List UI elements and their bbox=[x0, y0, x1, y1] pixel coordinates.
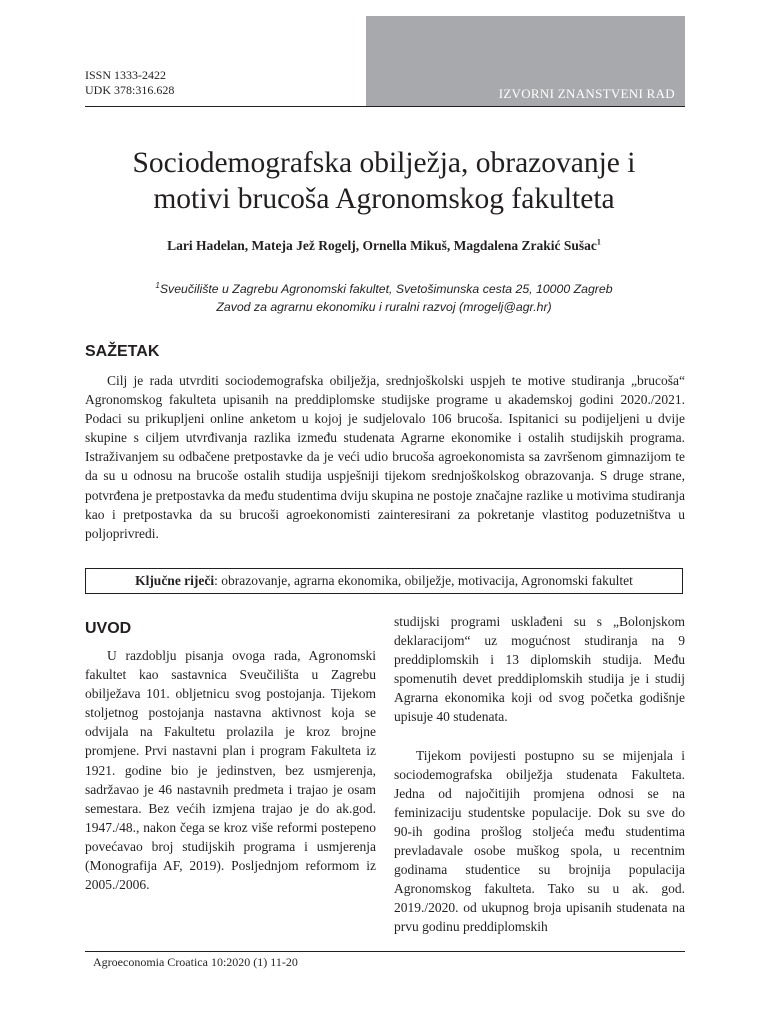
left-column bbox=[85, 620, 376, 894]
journal-identifiers bbox=[85, 68, 174, 98]
title-line-2: motivi brucoša Agronomskog fakulteta bbox=[153, 183, 615, 215]
keywords-label: Ključne riječi bbox=[135, 573, 215, 588]
affiliation-institution: Sveučilište u Zagrebu Agronomski fakultet, Svetošimunska cesta 25, 10000 Zagreb bbox=[159, 282, 613, 296]
affiliation-marker: 1 bbox=[155, 280, 160, 290]
intro-paragraph-1-continued: studijski programi usklađeni su s „Bolonjskom deklaracijom“ uz mogućnost studiranja na 9 preddiplomskih i 13 diplomskih studija. Među spomenutih devet preddiplomskih studija je i studij Agrarna ekonomika koji od svog početka godišnje upisuje 40 studenata. bbox=[394, 614, 685, 725]
article-category: IZVORNI ZNANSTVENI RAD bbox=[498, 86, 675, 101]
intro-paragraph-2: Tijekom povijesti postupno su se mijenjala i sociodemografska obilježja studenata Fakulteta. Jedna od najočitijih promjena odnosi se na feminizaciju studentske populacije. Dok su sve do 90-ih godina prošlog stoljeća među studentima prevladavale osobe muškog spola, u recentnim godinama studentice su brojnija populacija Agronomskog fakulteta. Tako su u ak. god. 2019./2020. od ukupnog broja upisanih studenata na prvu godinu preddiplomskih bbox=[394, 747, 685, 935]
category-banner bbox=[366, 16, 685, 106]
issn: ISSN 1333-2422 bbox=[85, 68, 167, 82]
author-names: Lari Hadelan, Mateja Jež Rogelj, Ornella Mikuš, Magdalena Zrakić Sušac bbox=[167, 238, 597, 253]
udk: UDK 378:316.628 bbox=[85, 83, 175, 97]
right-column bbox=[394, 612, 685, 937]
author-affiliation-marker: 1 bbox=[596, 237, 601, 247]
keywords-box bbox=[85, 568, 683, 594]
intro-paragraph-1: U razdoblju pisanja ovoga rada, Agronomski fakultet kao sastavnica Sveučilišta u Zagrebu obilježava 101. obljetnicu svog postojanja. Tijekom stoljetnog postojanja nastavna aktivnost koja se odvijala na Fakultetu prolazila je kroz brojne promjene. Prvi nastavni plan i program Fakulteta iz 1921. godine bio je jedinstven, bez usmjerenja, sadržavao je 46 nastavnih predmeta i trajao je osam semestara. Bez većih izmjena trajao je do ak.god. 1947./48., nakon čega se kroz više reformi postepeno povećavao broj studijskih programa i usmjerenja (Monografija AF, 2019). Posljednjom reformom iz 2005./2006. bbox=[85, 648, 376, 893]
affiliation-department: Zavod za agrarnu ekonomiku i ruralni razvoj (mrogelj@agr.hr) bbox=[216, 300, 552, 314]
abstract-heading: SAŽETAK bbox=[85, 343, 160, 360]
abstract-text: Cilj je rada utvrditi sociodemografska obilježja, srednjoškolski uspjeh te motive studiranja „brucoša“ Agronomskog fakulteta upisanih na preddiplomske studijske programe u akademskoj godini 2020./2021. Podaci su prikupljeni online anketom u kojoj je sudjelovalo 106 brucoša. Ispitanici su podijeljeni u dvije skupine s ciljem utvrđivanja razlika između studenata Agrarne ekonomike i ostalih studijskih programa. Istraživanjem su odbačene pretpostavke da je veći udio brucoša agroekonomista sa završenom gimnazijom te da su u odnosu na brucoše ostalih studija uspješniji tijekom srednjoškolskog obrazovanja. S druge strane, potvrđena je pretpostavka da među studentima dviju skupina ne postoje značajne razlike u motivima studiranja kao i pretpostavka da su brucoši agroekonomisti zainteresirani za pokretanje vlastitog poduzetništva u poljoprivredi. bbox=[85, 373, 685, 541]
author-list bbox=[60, 238, 708, 254]
intro-heading: UVOD bbox=[85, 620, 132, 637]
header-divider bbox=[85, 106, 685, 107]
paper-title bbox=[60, 145, 708, 217]
footer-divider bbox=[85, 951, 685, 952]
title-line-1: Sociodemografska obilježja, obrazovanje i bbox=[132, 147, 636, 179]
journal-citation: Agroeconomia Croatica 10:2020 (1) 11-20 bbox=[93, 955, 298, 969]
keywords-text: : obrazovanje, agrarna ekonomika, obilježje, motivacija, Agronomski fakultet bbox=[214, 573, 633, 588]
affiliation bbox=[60, 280, 708, 316]
